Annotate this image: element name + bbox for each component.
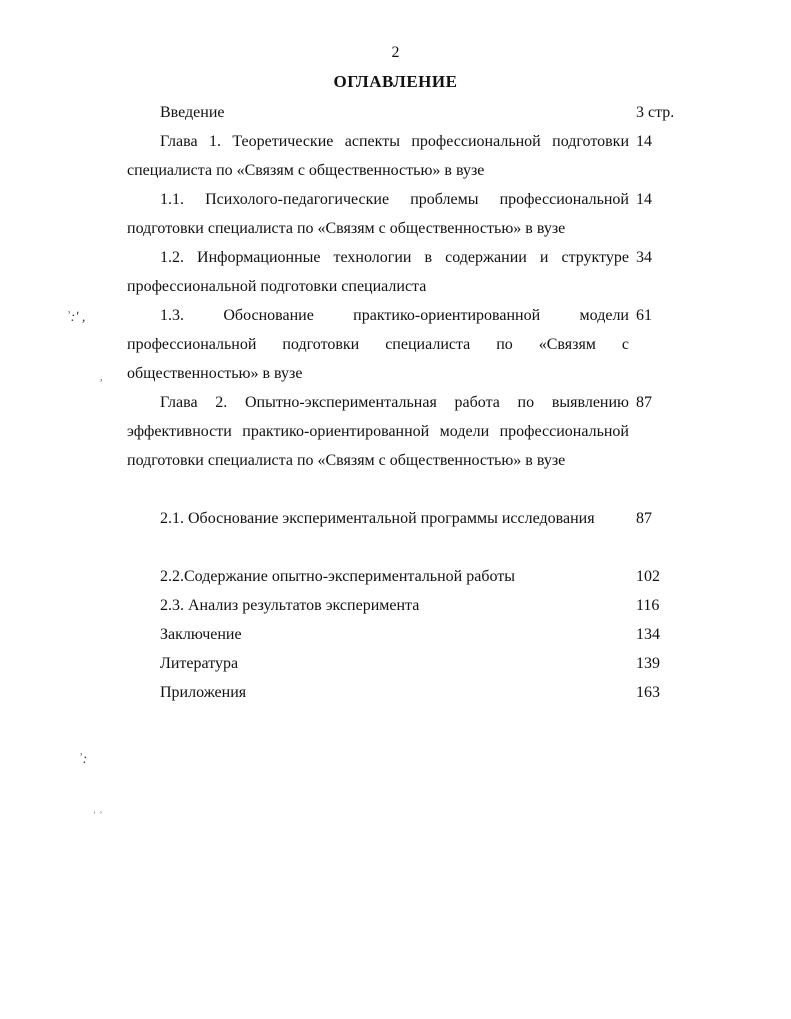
toc-entry-literature	[160, 649, 620, 678]
toc-page-section-1-2: 34	[636, 249, 652, 266]
toc-entry-section-1-1	[127, 185, 629, 243]
toc-page-literature: 139	[636, 655, 660, 672]
toc-entry-text: Заключение	[160, 626, 242, 643]
scan-mark: ʾ	[98, 378, 103, 393]
toc-page-appendices: 163	[636, 684, 660, 701]
page-title: ОГЛАВЛЕНИЕ	[333, 72, 458, 91]
toc-page-section-1-1: 14	[636, 191, 652, 208]
toc-entry-text: Глава 2. Опытно-экспериментальная работа по выявлению эффективности практико-ориентированной модели профессиональной подготовки специалиста по «Связям с общественностью» в вузе	[127, 394, 629, 469]
toc-entry-text: 2.3. Анализ результатов эксперимента	[160, 597, 420, 614]
toc-entry-text: Литература	[160, 655, 239, 672]
toc-entry-section-2-1	[127, 504, 629, 533]
toc-page-section-2-2: 102	[636, 568, 660, 585]
scan-mark: ʾ:	[78, 752, 88, 767]
toc-page-chapter-2: 87	[636, 394, 652, 411]
toc-entry-conclusion	[160, 620, 620, 649]
toc-page-introduction: 3 стр.	[636, 104, 675, 121]
toc-entry-text: Глава 1. Теоретические аспекты профессиональной подготовки специалиста по «Связям с общественностью» в вузе	[127, 133, 629, 179]
toc-entry-text: Введение	[160, 104, 225, 121]
toc-entry-text: 2.1. Обоснование экспериментальной программы исследования	[160, 510, 595, 527]
toc-entry-section-2-2	[160, 562, 620, 591]
toc-entry-text: 1.3. Обоснование практико-ориентированной модели профессиональной подготовки специалиста по «Связям с общественностью» в вузе	[127, 307, 629, 382]
toc-entry-section-1-2	[127, 243, 629, 301]
scan-mark: ʾ ʾ	[92, 810, 103, 822]
toc-page-conclusion: 134	[636, 626, 660, 643]
toc-entry-text: 2.2.Содержание опытно-экспериментальной работы	[160, 568, 515, 585]
toc-page-chapter-1: 14	[636, 133, 652, 150]
toc-page-section-1-3: 61	[636, 307, 652, 324]
toc-entry-section-1-3	[127, 301, 629, 388]
toc-page-section-2-3: 116	[636, 597, 660, 614]
toc-entry-section-2-3	[160, 591, 620, 620]
toc-entry-text: Приложения	[160, 684, 247, 701]
toc-entry-introduction	[160, 98, 620, 127]
toc-entry-appendices	[160, 678, 620, 707]
toc-page-section-2-1: 87	[636, 510, 652, 527]
toc-entry-text: 1.2. Информационные технологии в содержании и структуре профессиональной подготовки специалиста	[127, 249, 629, 295]
page-number: 2	[391, 44, 400, 61]
toc-entry-chapter-1	[127, 127, 629, 185]
toc-entry-chapter-2	[127, 388, 629, 475]
toc-entry-text: 1.1. Психолого-педагогические проблемы профессиональной подготовки специалиста по «Связям с общественностью» в вузе	[127, 191, 629, 237]
scan-mark: ʾ:ʹ ,	[66, 310, 86, 325]
